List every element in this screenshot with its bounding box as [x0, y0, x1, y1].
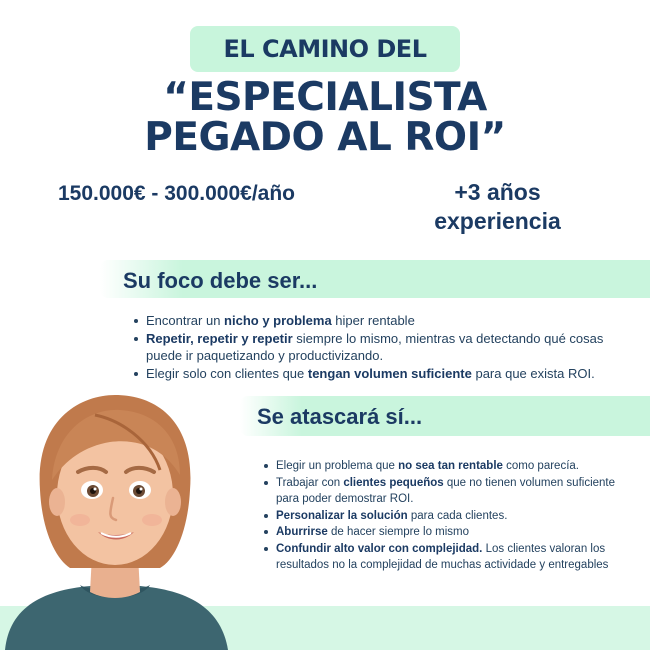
- avatar-woman-illustration: [0, 380, 230, 650]
- list-item: Repetir, repetir y repetir siempre lo mismo, mientras va detectando qué cosas puede ir paquetizando y productivizando.: [132, 330, 642, 365]
- title-highlight-box: [190, 26, 460, 72]
- list-item: Encontrar un nicho y problema hiper rentable: [132, 312, 642, 330]
- title-line-1: EL CAMINO DEL: [223, 35, 427, 63]
- list-item: Personalizar la solución para cada clientes.: [262, 508, 632, 525]
- stuck-heading: Se atascará sí...: [257, 404, 423, 429]
- salary-range: 150.000€ - 300.000€/año: [58, 182, 296, 205]
- title-line-3: PEGADO AL ROI”: [144, 115, 506, 160]
- list-item: Aburrirse de hacer siempre lo mismo: [262, 524, 632, 541]
- focus-list: [132, 312, 642, 382]
- list-item: Confundir alto valor con complejidad. Los clientes valoran los resultados no la complejidad de muchas actividade y entregables: [262, 541, 632, 574]
- list-item: Elegir solo con clientes que tengan volumen suficiente para que exista ROI.: [132, 365, 642, 383]
- title-line-2: “ESPECIALISTA: [163, 75, 487, 120]
- focus-heading: Su foco debe ser...: [123, 268, 318, 293]
- experience-word: experiencia: [434, 208, 561, 234]
- list-item: Elegir un problema que no sea tan rentable como parecía.: [262, 458, 632, 475]
- stuck-list: [262, 458, 632, 574]
- list-item: Trabajar con clientes pequeños que no tienen volumen suficiente para poder demostrar ROI.: [262, 475, 632, 508]
- experience-label: [405, 178, 590, 236]
- experience-years: +3 años: [454, 179, 541, 205]
